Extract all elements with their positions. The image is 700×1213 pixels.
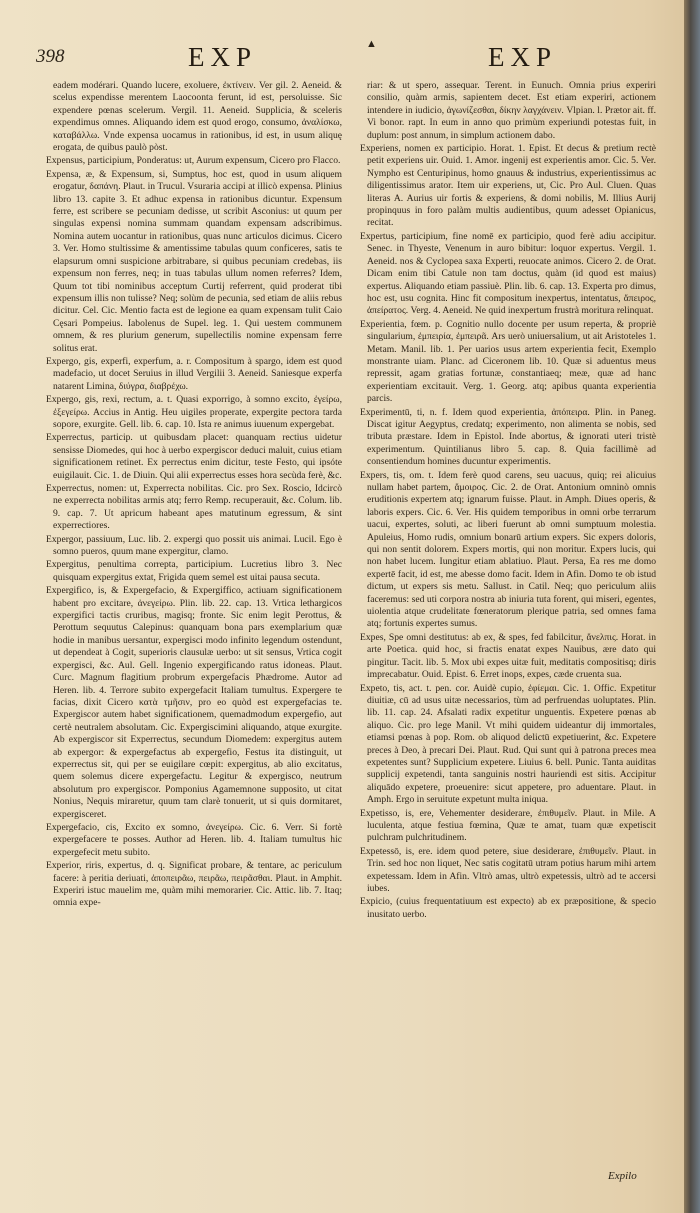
dictionary-entry: Expetessō, is, ere. idem quod petere, siue desiderare, ἐπιθυμεῖν. Plaut. in Trin. sed hoc non liquet, Nec satis cogitatū utram potius harum mihi artem expetessam. Idem in Afin. Vltrò amas, ultrò expetessis, ultrò ad te accersi iubes. [360,845,656,894]
dictionary-entry: Expeto, tis, act. t. pen. cor. Auidè cupio, ἐφίεμαι. Cic. 1. Offic. Expetitur diuitiæ, cū ad usus uitæ necessarios, tùm ad perfruendas uoluptates. Plin. lib. 11. cap. 24. Afsalati radix expetitur unguentis. Expetere pœnas ab aliquo. Cic. pro lege Manil. Vt mihi quidem uideantur dij immortales, etiamsi pœnas à pop. Rom. ob aliquod delictū expetiuerint, &c. Expetere preces à Deo, à precari Dei. Plaut. Rud. Qui sunt qui à patrona preces mea expetentes sunt? Supplicium expetere. Liuius 6. bell. Punic. Tanta auiditas supplicij expetendi, tanta sanguinis nostri hauriendi est sitis. Accipitur aliquādo expetere, proeuenire: sicut appetere, pro aduentare. Plaut. in Amph. Ergo in seruitute expetunt multa iniqua. [360,682,656,806]
running-header [36,38,676,82]
dictionary-entry: Expergor, passiuum, Luc. lib. 2. expergi quo possit uis animai. Lucil. Ego è somno pueros, quum mane expergitur, clamo. [46,533,342,558]
dictionary-entry: Expes, Spe omni destitutus: ab ex, & spes, fed fabilcitur, ἄνελπις. Horat. in arte Poetica. quid hoc, si fractis enatat expes Nauibus, ære dato qui pingitur. Tacit. lib. 5. Mox ubi expes uitæ fuit, meditatis compositisq; diris imprecabatur. Ouid. Epist. 6. Erret inops, expes, cæde cruenta sua. [360,631,656,681]
dictionary-entry: Expergifico, is, & Expergefacio, & Expergiffico, actiuam significationem habent pro excitare, ἀνεγείρω. Plin. lib. 22. cap. 13. Vrtica lethargicos expergifici tactis cruribus, magisq; fronte. Sic enim legit Perottus, & Perottum sequutus Calepinus: quanquam bona pars exemplarium quæ hodie in manibus uersantur, expergisci modo infinito legendum ostendunt, ut dependeat à Cogit, superioris clausulæ uerbo: ut sit sensus, Vrtica cogit expergisci, &c. Aul. Gell. Ingenio expergificando ratus idoneas. Plaut. Curc. Magnum flagitium probrum expergefacis Phædrome. Autor ad Heren. lib. 4. Terrore subito expergefacit Italiam tumultus. Expergere te facias, dixit Cicero κατὰ τμῆσιν, pro eo quòd est expergefacias te. Expergiscor autem habet significationem, quemadmodum expergefio, aut certè neutralem absolutam. Cic. Expergiscimini aliquando, atque exurgite. Ab expergiscor sit Experrectus, secundum Diomedem: expergitus autem ab expergor: & expergefactus ab expergefio, Festus ita distinguit, ut experrectus sit, qui per se euigilare cœpit: expergitus, ab alio excitatus, quem solemus dicere expergefactu. Legitur & expergisco, neutrum absolutum pro expergiscor. Pomponius Agamemnone supposito, ut citat Nonius, Nequis miraretur, quum tam clarè tonuerit, ut si quis dormitaret, expergisceret. [46,585,342,820]
dictionary-entry: Experientia, fœm. p. Cognitio nullo docente per usum reperta, & propriè singularium, ἐμπειρία, ἐμπειρᾶ. Ars uerò uniuersalium, ut ait Aristoteles 1. Metam. Manil. lib. 1. Per uarios usus artem experientia fecit, Exemplo monstrante uiam. Planc. ad Ciceronem lib. 10. Quæ si aduentus meus repressit, agam gratias fortunæ, constantiaeq; meæ, quæ ad hanc experientiam excitauit. Verg. 1. Georg. atq; apibus quanta experientia parcis. [360,318,656,405]
dictionary-entry: eadem modérari. Quando lucere, exoluere, ἐκτίνειν. Ver gil. 2. Aeneid. & scelus expendisse merentem Laocoonta ferunt, id est, persoluisse. Sic expendere pœnas scelerum. Vergil. 11. Aeneid. Supplicia, & sceleris expendimus omnes. Aliquando idem est quod erogo, consumo, ἀναλίσκω, καταβάλλω. Vnde expensa uocamus in rationibus, id est, in usum aliquę erogata, de quibus paulò pòst. [53,80,342,154]
dictionary-entry: Expers, tis, om. t. Idem ferè quod carens, seu uacuus, quiq; rei alicuius nullam habet partem, ἄμοιρος. Cic. 2. de Orat. Antonium omninò omnis eruditionis expertem atq; ignarum fuisse. Plaut. in Amph. Diues operis, & laboris expers. Cic. 6. Ver. His quidem temporibus in omni orbe terrarum uacui, expertes, soluti, ac liberi fuerunt ab omni sumptuum molestia. Apuleius, Homo rudis, omnium bonarū artium expers. Sic expers doloris, qui non sentit dolorem. Expers mortis, qui non moritur. Expers lucis, qui non habet lucem. Iungitur etiam ablatiuo. Plaut. Persa, Ea res me domo expertē facit, id est, me abesse domo facit. Idem in Afin. Domo te ob istud dictum, ut expers sis metu. Sallust. in Catil. Neq; quo periculum aliis faceremus: sed uti corpora nostra ab iniuria tuta forent, qui miseri, egentes, uiolentia atque crudelitate fœneratorum plerique patria, sed omnes fama atq; fortunis expertes sumus. [360,469,656,630]
dictionary-entry: Expergefacio, cis, Excito ex somno, ἀνεγείρω. Cic. 6. Verr. Si fortè expergefacere te posses. Author ad Heren. lib. 4. Italiam tumultus hic expergefecit metu subito. [46,821,342,858]
dictionary-entry: Experrectus, particip. ut quibusdam placet: quanquam rectius uidetur sensisse Diomedes, qui hoc à uerbo expergiscor deduci maluit, cuius etiam significationem retinet. Ex perrectus enim dicitur, teste Festo, qui ipsóte euigilauit. Cic. 1. de Diuin. Qui alii experrectus esses hora secùda ferè, &c. [46,432,342,481]
page-edge [684,0,700,1213]
left-headword: EXP [188,42,258,72]
right-column [360,80,656,922]
dictionary-entry: Experimentū, ti, n. f. Idem quod experientia, ἀπόπειρα. Plin. in Paneg. Discat igitur Aegyptus, credatq; experimento, non alimenta se nobis, sed tributa præstare. Idem in Epistol. Inde abortus, & ignorati uteri tristè experimentum. Quintilianus libro 5. cap. 8. Quia facillimè ad consentiendum homines ducuntur experimentis. [360,406,656,468]
signature-mark: ▲ [366,38,377,50]
dictionary-entry: Experiens, nomen ex participio. Horat. 1. Epist. Et decus & pretium rectè petit experiens uir. Ouid. 1. Amor. ingenij est experientis amor. Cic. 5. Ver. Nympho est Centuripinus, homo gnauus & industrius, experientissimus ac diligentissimus arator. Item uir experiens, ut, Cic. Pro Aul. Cluen. Quas literas A. Aurius uir fortis & experiens, & domi nobilis, M. Illius Aurij propinquus in foro palàm multis audientibus, quum adesset Opianicus, recitat. [360,143,656,229]
dictionary-entry: Expertus, participium, fine nomē ex participio, quod ferè adiu accipitur. Senec. in Thyeste, Venenum in auro bibitur: loquor expertus. Vergil. 1. Aeneid. nos & Cyclopea saxa Experti, reuocate animos. Cicero 2. de Orat. Dicam enim tibi Catule non tam doctus, quàm (id quod est maius) expertus. Aliquando etiam passiuè. Plin. lib. 6. cap. 13. Experta pro dimus, hoc est, usu cognita. Hinc fit compositum inexpertus, intentatus, ἄπειρος, ἀπείρατος. Verg. 4. Aeneid. Ne quid inexpertum frustrà moritura relinquat. [360,230,656,317]
dictionary-entry: Expergo, gis, rexi, rectum, a. t. Quasi exporrigo, à somno excito, ἐγείρω, ἐξεγείρω. Accius in Antig. Heu uigiles properate, expergite pectora tarda sopore, exurgite. Gell. lib. 6. cap. 10. Ista re animus iuuenum expergebat. [46,394,342,430]
dictionary-entry: Expensus, participium, Ponderatus: ut, Aurum expensum, Cicero pro Flacco. [46,155,341,167]
dictionary-entry: riar: & ut spero, assequar. Terent. in Eunuch. Omnia prius experiri consilio, quàm armis, sapientem decet. Est etiam experiri, actionem intendere in iudicio, ἀγωνίζεσθαι, δίκην λαγχάνειν. Vlpian. l. Prætor ait. ff. Vi bonor. rapt. In eum in anno quo primùm experiundi potestas fuit, in duplum: post annum, in simplum actionem dabo. [367,80,656,141]
left-column [46,80,342,911]
dictionary-entry: Experior, riris, expertus, d. q. Significat probare, & tentare, ac periculum facere: à peritia deriuati, ἀποπειρᾶω, πειρᾶω, πειρᾶσθαι. Plaut. in Amphit. Experiri istuc mauelim me, quàm mihi memorarier. Cic. Attic. lib. 7. Itaq; omnia expe- [46,860,342,909]
catchword: Expilo [608,1170,637,1182]
dictionary-entry: Experrectus, nomen: ut, Experrecta nobilitas. Cic. pro Sex. Roscio, Idcircò ne experrecta nobilitas armis atq; ferro Remp. recuperauit, &c. Colum. lib. 9. cap. 7. Ut apricum habeant apes matutinum egressum, & sint experrectiores. [46,483,342,532]
dictionary-entry: Expicio, (cuius frequentatiuum est expecto) ab ex præpositione, & specio inusitato uerbo. [360,896,656,920]
right-headword: EXP [488,42,558,72]
dictionary-entry: Expergitus, penultima correpta, participium. Lucretius libro 3. Nec quisquam expergitus extat, Frigida quem semel est uitai pausa secuta. [46,559,342,583]
dictionary-entry: Expergo, gis, experfi, experfum, a. r. Compositum à spargo, idem est quod madefacio, ut docet Seruius in illud Vergilii 3. Aeneid. Saniesque experfa natarent Limina, διύγρα, διαβρέχω. [46,355,342,392]
dictionary-entry: Expensa, æ, & Expensum, si, Sumptus, hoc est, quod in usum aliquem erogatur, δαπάνη. Plaut. in Trucul. Vsuraria accipi at illicò expensa. Plinius libro 13. capite 3. Et adhuc expensa in rationibus dicuntur. Expensum ferre, est scribere se pecuniam dedisse, ut scribit Asconius: ut quum per singulas expensi nomina summam quandam expensam adscribimus. Nomina autem uocantur in rationibus, quas nunc articulos dicimus. Cicero 3. Ver. Homo stultissime & amentissime tabulas quum conficeres, satis te elapsurum omni suspicione arbitrabare, si quibus pecuniam credebas, iis expensum non ferres, neq; in tuas tabulas ullum nomen referres? Idem, Quum tot tibi nominibus acceptum Curtij referrent, quid proderat tibi expensum illis non tulisse? Neq; solùm de pecunia, sed etiam de aliis rebus dicitur. Cel. Cic. Mentio facta est de legione ea quam expensam tulit Caio Cęsari Pompeius. Iabolenus de Supel. leg. 1. Qui uestem communem omnem, & res plurium generum, supellectilis nomine expensam ferre solitus erat. [46,168,342,354]
page-number: 398 [36,46,65,67]
dictionary-entry: Expetisso, is, ere, Vehementer desiderare, ἐπιθυμεῖν. Plaut. in Mile. A luculenta, atque festiua fœmina, Quæ te amat, tuam quæ expetiscit pulchram pulchritudinem. [360,807,656,844]
